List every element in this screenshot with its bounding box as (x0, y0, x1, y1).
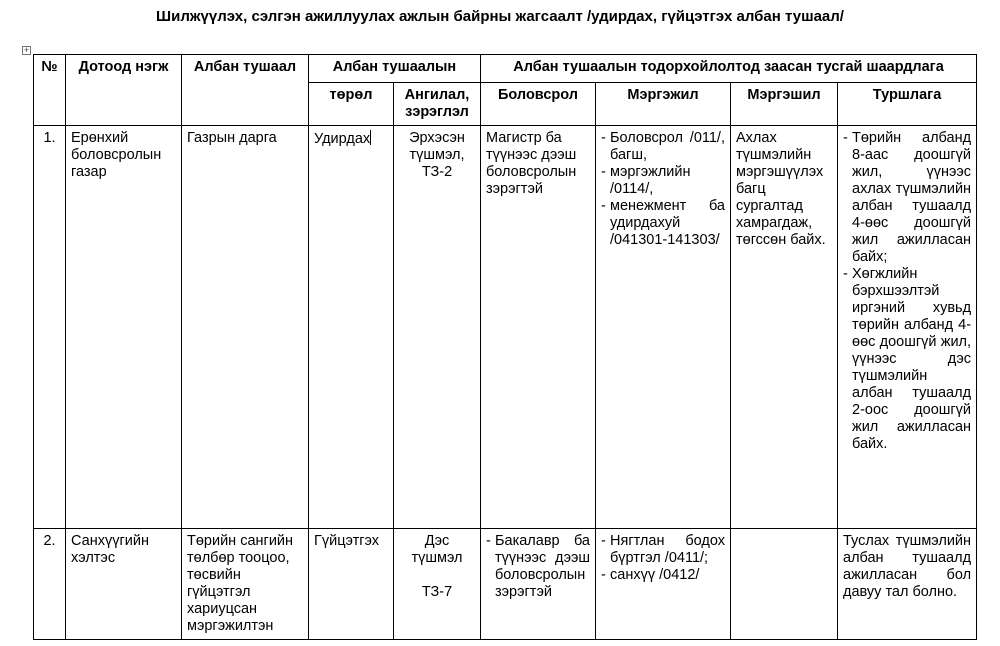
table-row (34, 126, 977, 529)
list-item: - Бакалавр ба түүнээс дээш боловсролын зэрэгтэй (486, 533, 590, 601)
header-requirements-group: Албан тушаалын тодорхойлолтод заасан тусгай шаардлага (481, 55, 977, 83)
row-number: 1. (34, 126, 66, 529)
education-cell (481, 529, 596, 640)
positions-table (33, 54, 977, 640)
list-item: - Хөгжлийн бэрхшээлтэй иргэний хувьд төрийн албанд 4-өөс доошгүй жил, үүнээс дэс түшмэлийн албан тушаалд 2-оос доошгүй жил ажилласан байх. (843, 266, 971, 453)
position-cell: Төрийн сангийн төлбөр тооцоо, төсвийн гүйцэтгэл хариуцсан мэргэжилтэн (182, 529, 309, 640)
header-experience: Туршлага (838, 83, 977, 126)
category-cell (394, 529, 481, 640)
category-line: ТЗ-2 (421, 164, 453, 180)
text-cursor (370, 130, 371, 145)
experience-cell (838, 126, 977, 529)
skill-cell: Ахлах түшмэлийн мэргэшүүлэх багц сургалтад хамрагдаж, төгссөн байх. (731, 126, 838, 529)
header-skill: Мэргэшил (731, 83, 838, 126)
type-text: Удирдах (314, 131, 371, 147)
profession-cell (596, 126, 731, 529)
category-spacer (399, 567, 475, 584)
header-category: Ангилал, зэрэглэл (394, 83, 481, 126)
header-no: № (34, 55, 66, 126)
list-item: - санхүү /0412/ (601, 567, 725, 584)
skill-cell (731, 529, 838, 640)
category-line: ТЗ-7 (421, 584, 453, 600)
type-cell: Гүйцэтгэх (309, 529, 394, 640)
education-cell: Магистр ба түүнээс дээш боловсролын зэрэгтэй (481, 126, 596, 529)
profession-cell (596, 529, 731, 640)
category-line: Дэс түшмэл (411, 533, 463, 566)
table-row (34, 529, 977, 640)
list-item: - мэргэжлийн /0114/, (601, 164, 725, 198)
header-unit: Дотоод нэгж (66, 55, 182, 126)
category-cell (394, 126, 481, 529)
experience-cell: Туслах түшмэлийн албан тушаалд ажилласан бол давуу тал болно. (838, 529, 977, 640)
row-number: 2. (34, 529, 66, 640)
header-education: Боловсрол (481, 83, 596, 126)
type-cell[interactable] (309, 126, 394, 529)
list-item: - менежмент ба удирдахуй /041301-141303/ (601, 198, 725, 249)
category-line: Эрхэсэн түшмэл, (409, 130, 465, 163)
list-item: - Боловсрол /011/, багш, (601, 130, 725, 164)
list-item: - Нягтлан бодох бүртгэл /0411/; (601, 533, 725, 567)
header-row-1 (34, 55, 977, 83)
list-item: - Төрийн албанд 8-аас доошгүй жил, үүнээс ахлах түшмэлийн албан тушаалд 4-өөс доошгүй жил ажилласан байх; (843, 130, 971, 266)
header-position-group: Албан тушаалын (309, 55, 481, 83)
unit-cell: Ерөнхий боловсролын газар (66, 126, 182, 529)
header-profession: Мэргэжил (596, 83, 731, 126)
table-move-handle-icon[interactable]: + (23, 45, 30, 55)
position-cell: Газрын дарга (182, 126, 309, 529)
header-position: Албан тушаал (182, 55, 309, 126)
document-title: Шилжүүлэх, сэлгэн ажиллуулах ажлын байрны жагсаалт /удирдах, гүйцэтгэх албан тушаал/ (156, 8, 844, 25)
unit-cell: Санхүүгийн хэлтэс (66, 529, 182, 640)
header-type: төрөл (309, 83, 394, 126)
